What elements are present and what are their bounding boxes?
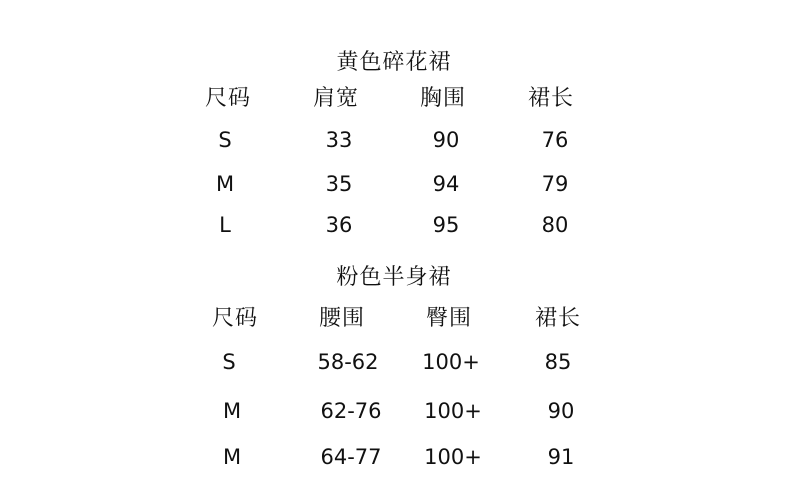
cell-bust: 90 <box>432 128 460 152</box>
cell-size: M <box>215 172 235 196</box>
cell-hip: 100+ <box>424 445 482 469</box>
cell-skirt-length: 91 <box>547 445 575 469</box>
header-dress-length: 裙长 <box>527 86 575 111</box>
header-skirt-length: 裙长 <box>534 306 582 331</box>
cell-waist: 62-76 <box>320 399 382 423</box>
cell-dress-length: 76 <box>541 128 569 152</box>
cell-dress-length: 79 <box>541 172 569 196</box>
table-title: 粉色半身裙 <box>336 265 452 290</box>
header-size: 尺码 <box>204 86 252 111</box>
cell-skirt-length: 85 <box>544 350 572 374</box>
cell-waist: 58-62 <box>317 350 379 374</box>
cell-dress-length: 80 <box>541 213 569 237</box>
cell-bust: 94 <box>432 172 460 196</box>
cell-shoulder-width: 36 <box>325 213 353 237</box>
cell-size: S <box>222 350 236 374</box>
header-shoulder-width: 肩宽 <box>312 86 360 111</box>
cell-waist: 64-77 <box>320 445 382 469</box>
header-waist: 腰围 <box>318 306 366 331</box>
cell-hip: 100+ <box>422 350 480 374</box>
header-hip: 臀围 <box>425 306 473 331</box>
cell-hip: 100+ <box>424 399 482 423</box>
cell-shoulder-width: 35 <box>325 172 353 196</box>
cell-skirt-length: 90 <box>547 399 575 423</box>
cell-bust: 95 <box>432 213 460 237</box>
cell-size: M <box>222 399 242 423</box>
header-bust: 胸围 <box>419 86 467 111</box>
cell-size: M <box>222 445 242 469</box>
cell-shoulder-width: 33 <box>325 128 353 152</box>
cell-size: L <box>219 213 231 237</box>
table-title: 黄色碎花裙 <box>336 50 452 75</box>
cell-size: S <box>218 128 232 152</box>
header-size: 尺码 <box>211 306 259 331</box>
